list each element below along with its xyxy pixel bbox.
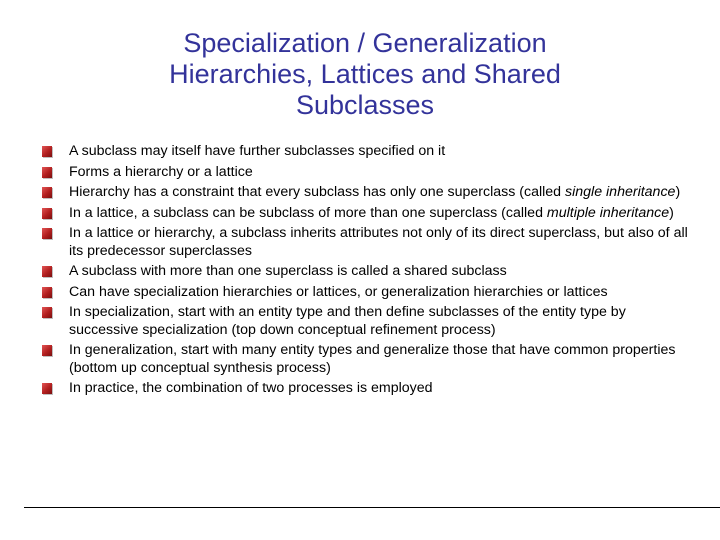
bullet-item: [0, 143, 689, 161]
slide-title: [100, 28, 630, 121]
red-square-bullet-icon: [42, 287, 52, 298]
bullet-text: [69, 205, 674, 221]
bullet-text-part: ): [675, 184, 681, 200]
title-line-1: Specialization / Generalization: [183, 28, 547, 58]
bullet-item: [0, 164, 689, 182]
bullet-item: [0, 380, 689, 398]
bullet-item: [0, 263, 689, 281]
bullet-item: [0, 184, 689, 202]
title-line-2: Hierarchies, Lattices and Shared: [169, 59, 561, 89]
bullet-item: [0, 284, 689, 302]
red-square-bullet-icon: [42, 208, 52, 219]
bullet-text: In specialization, start with an entity type and then define subclasses of the entity type by successive specialization (top down conceptual refinement process): [69, 304, 626, 338]
bullet-text: In practice, the combination of two processes is employed: [69, 380, 433, 396]
red-square-bullet-icon: [42, 187, 52, 198]
title-line-3: Subclasses: [295, 90, 435, 120]
bullet-text-part: ): [669, 204, 674, 221]
bullet-item: [0, 304, 689, 339]
bullet-text: In a lattice or hierarchy, a subclass inherits attributes not only of its direct superclass, but also of all its predecessor superclasses: [69, 225, 688, 259]
red-square-bullet-icon: [42, 383, 52, 394]
red-square-bullet-icon: [42, 266, 52, 277]
footer-divider: [24, 507, 720, 508]
red-square-bullet-icon: [42, 146, 52, 157]
bullet-emphasis: single inheritance: [565, 184, 676, 200]
bullet-item: [0, 342, 689, 377]
bullet-text: Forms a hierarchy or a lattice: [69, 163, 253, 180]
bullet-text-part: Hierarchy has a constraint that every subclass has only one superclass (called: [69, 184, 566, 200]
bullet-list: [0, 143, 720, 401]
red-square-bullet-icon: [42, 307, 52, 318]
bullet-text: In generalization, start with many entity types and generalize those that have common properties (bottom up conceptual synthesis process): [69, 342, 676, 376]
bullet-text: A subclass with more than one superclass is called a shared subclass: [69, 263, 507, 279]
bullet-item: [0, 205, 689, 223]
bullet-emphasis: multiple inheritance: [546, 204, 670, 221]
bullet-text-part: In a lattice, a subclass can be subclass of more than one superclass (called: [69, 204, 547, 221]
red-square-bullet-icon: [42, 345, 52, 356]
bullet-text: [69, 184, 680, 200]
bullet-text: A subclass may itself have further subclasses specified on it: [69, 143, 446, 159]
red-square-bullet-icon: [42, 167, 52, 178]
bullet-text: Can have specialization hierarchies or lattices, or generalization hierarchies or lattices: [69, 283, 608, 300]
red-square-bullet-icon: [42, 228, 52, 239]
bullet-item: [0, 225, 689, 260]
